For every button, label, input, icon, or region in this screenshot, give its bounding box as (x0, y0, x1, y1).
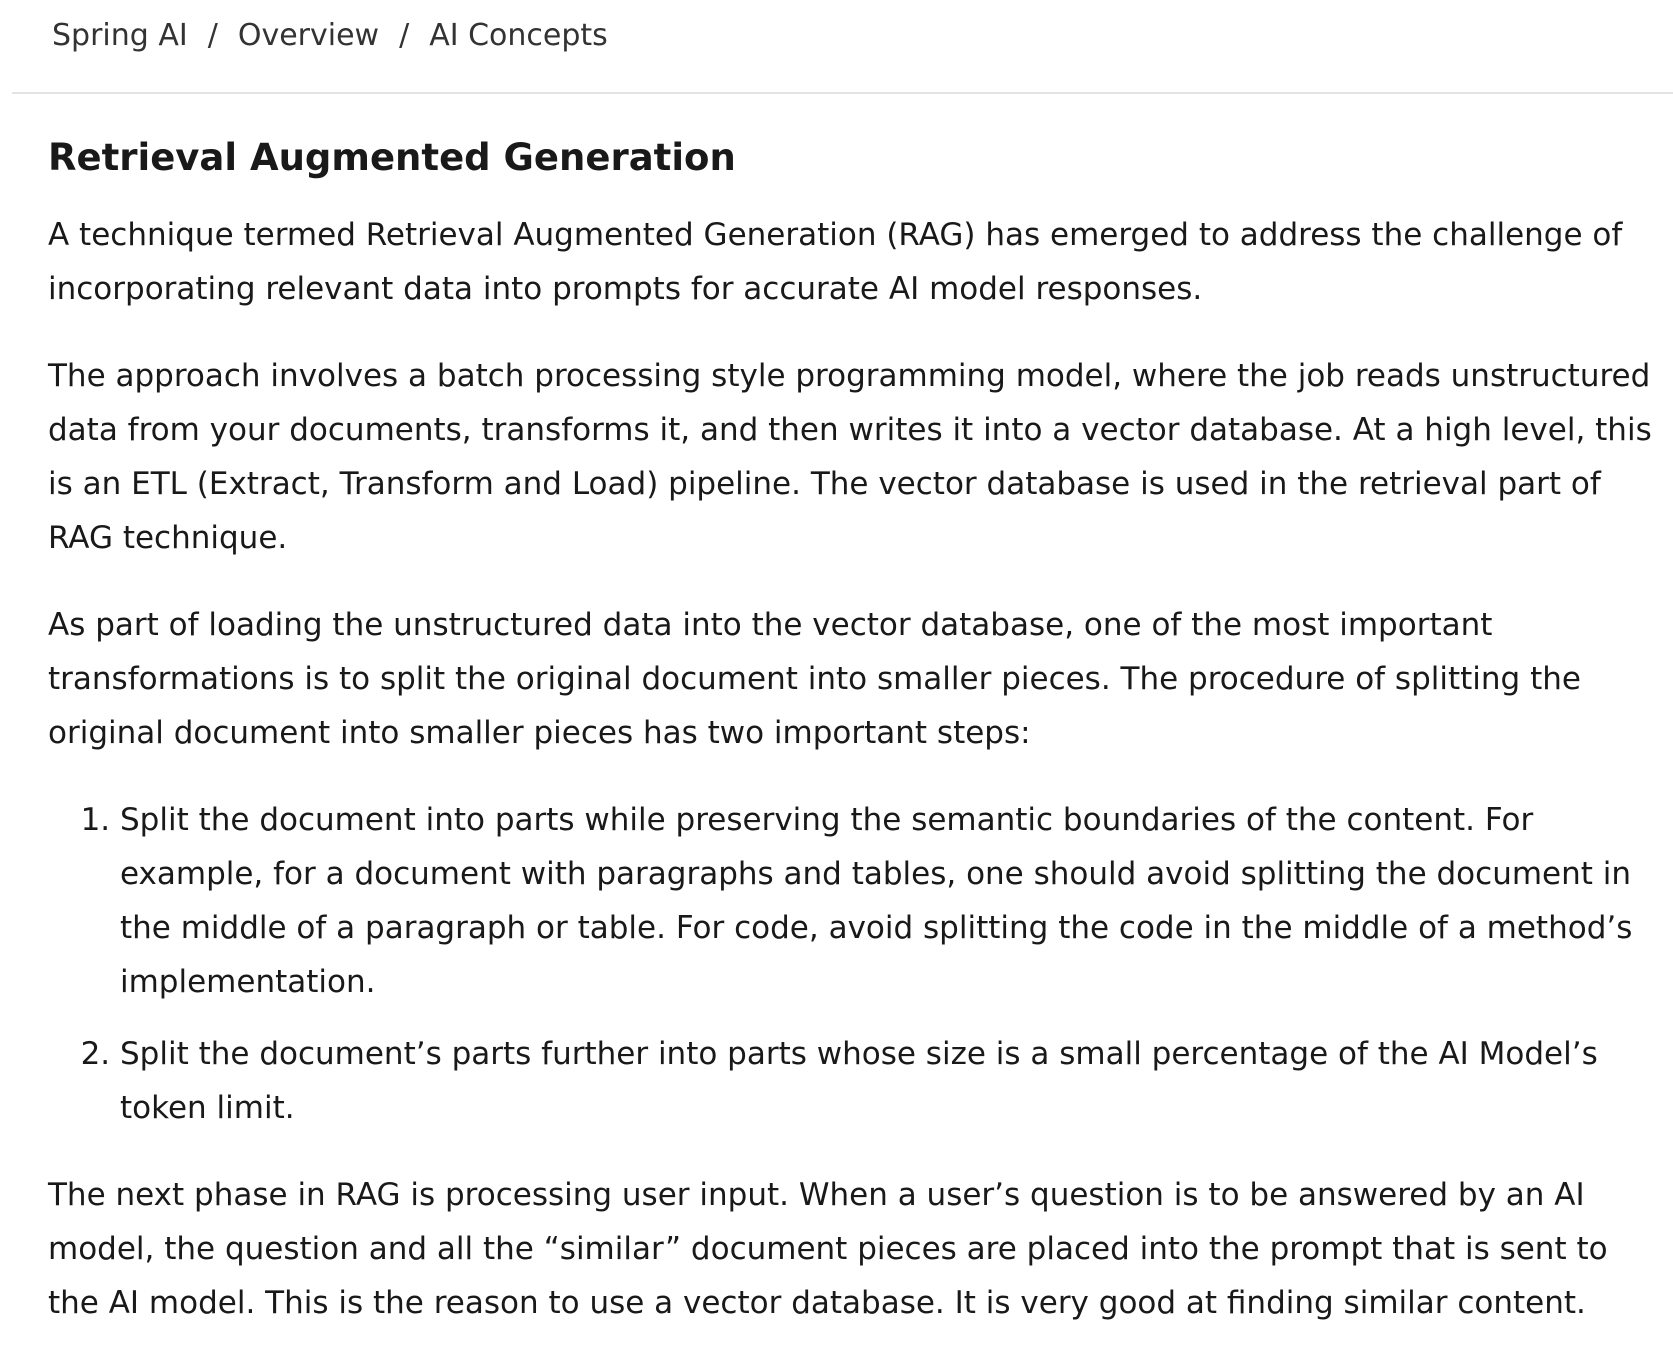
breadcrumb-separator: / (207, 18, 218, 53)
list-item: 1. Split the document into parts while preserving the semantic boundaries of the content. For example, for a document with paragraphs and tables, one should avoid splitting the document in the middle of a paragraph or table. For code, avoid splitting the code in the middle of a method’s implementation. (120, 793, 1658, 1009)
paragraph-user-input: The next phase in RAG is processing user input. When a user’s question is to be answered by an AI model, the question and all the “similar” document pieces are placed into the prompt that is sent to the AI model. This is the reason to use a vector database. It is very good at finding similar content. (48, 1177, 1608, 1321)
breadcrumb-bar (12, 0, 1673, 94)
steps-list (48, 793, 1658, 1135)
breadcrumb (52, 14, 608, 58)
paragraph-rag-intro: A technique termed Retrieval Augmented Generation (RAG) has emerged to address the challenge of incorporating relevant data into prompts for accurate AI model responses. (48, 217, 1623, 307)
breadcrumb-item-spring-ai[interactable]: Spring AI (52, 18, 188, 53)
article-content (48, 130, 1658, 1363)
paragraph-etl-approach: The approach involves a batch processing style programming model, where the job reads unstructured data from your documents, transforms it, and then writes it into a vector database. At a high level, this is an ETL (Extract, Transform and Load) pipeline. The vector database is used in the retrieval part of RAG technique. (48, 358, 1652, 556)
breadcrumb-item-ai-concepts: AI Concepts (429, 18, 608, 53)
breadcrumb-separator: / (399, 18, 410, 53)
paragraph-splitting: As part of loading the unstructured data into the vector database, one of the most important transformations is to split the original document into smaller pieces. The procedure of splitting the original document into smaller pieces has two important steps: (48, 607, 1581, 751)
section-title: Retrieval Augmented Generation (48, 136, 736, 179)
breadcrumb-item-overview[interactable]: Overview (237, 18, 380, 53)
list-item: 2. Split the document’s parts further into parts whose size is a small percentage of the AI Model’s token limit. (120, 1027, 1658, 1135)
